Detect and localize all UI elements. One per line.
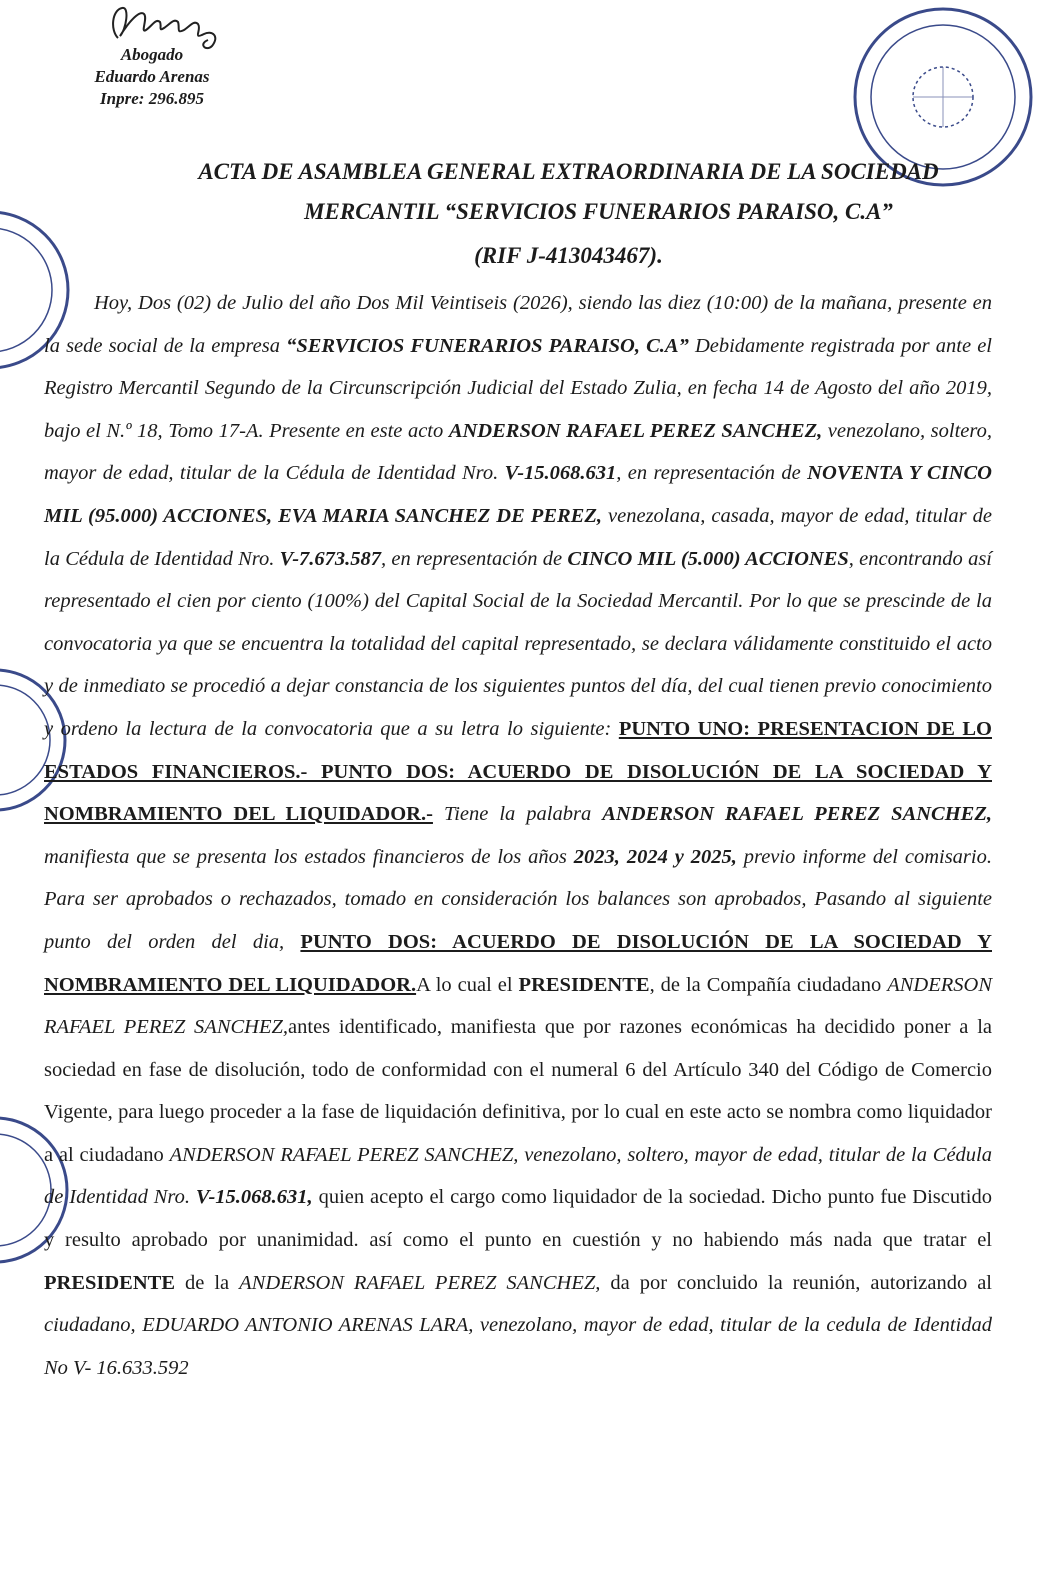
body-text-segment: Debidamente registrada por ante el Registro Mercantil Segundo de la Circunscripción Judicial del Estado Zulia, en fecha 14 de Agosto del año 2019, bajo el N.º 18, Tomo 17-A. Presente en este acto xyxy=(44,334,992,442)
body-text-segment: , en representación de xyxy=(381,547,568,570)
body-text-segment: venezolano, soltero, mayor de edad, titular de la Cédula de Identidad Nro. xyxy=(44,419,992,485)
liquidator-name: ANDERSON RAFAEL PEREZ SANCHEZ, xyxy=(169,1143,519,1166)
shareholder-name: ANDERSON RAFAEL PEREZ SANCHEZ, xyxy=(44,973,992,1039)
document-title-rif: (RIF J-413043467). xyxy=(474,243,663,268)
body-paragraph xyxy=(44,282,992,1389)
shareholder-name: ANDERSON RAFAEL PEREZ SANCHEZ, xyxy=(602,803,992,826)
body-text-segment: Hoy, Dos (02) de Julio del año Dos Mil Veintiseis (2026), siendo las diez (10:00) de la mañana, presente en la sede social de la empresa xyxy=(44,292,992,357)
body-text-segment: de la xyxy=(175,1271,240,1294)
document-title-line2: MERCANTIL “SERVICIOS FUNERARIOS PARAISO, C.A” xyxy=(304,199,893,224)
document-title-line1: ACTA DE ASAMBLEA GENERAL EXTRAORDINARIA DE LA SOCIEDAD xyxy=(198,159,939,184)
financial-years: 2023, 2024 y 2025, xyxy=(573,845,737,868)
id-number: V-15.068.631, xyxy=(195,1186,313,1209)
president-label: PRESIDENTE xyxy=(518,973,650,996)
company-name: “SERVICIOS FUNERARIOS PARAISO, C.A” xyxy=(286,334,689,357)
header-inpre: Inpre: 296.895 xyxy=(100,89,204,108)
body-text-segment: quien acepto el cargo como liquidador de la sociedad. Dicho punto fue Discutido y resulto aprobado por unanimidad. así como el punto en cuestión y no habiendo más nada que tratar el xyxy=(44,1186,992,1252)
shareholder-name: ANDERSON RAFAEL PEREZ SANCHEZ, xyxy=(239,1271,601,1294)
body-text-segment: , en representación de xyxy=(616,462,808,485)
id-number: V-15.068.631 xyxy=(504,462,617,485)
shareholder-name: ANDERSON RAFAEL PEREZ SANCHEZ, xyxy=(448,419,823,442)
shares-text: CINCO MIL (5.000) ACCIONES xyxy=(567,547,849,570)
body-text-segment: , encontrando así representado el cien por ciento (100%) del Capital Social de la Sociedad Mercantil. Por lo que se prescinde de la convocatoria ya que se encuentra la totalidad del capital representado, se declara válidamente constituido el acto y de inmediato se procedió a dejar constancia de los siguientes puntos del día, del cual tienen previo conocimiento y ordeno la lectura de la convocatoria que a su letra lo siguiente: xyxy=(44,547,992,740)
document-body xyxy=(44,282,992,1389)
body-text-segment: da por concluido la reunión, autorizando al xyxy=(600,1271,992,1294)
agenda-point-two: PUNTO DOS: ACUERDO DE DISOLUCIÓN DE LA SOCIEDAD Y NOMBRAMIENTO DEL LIQUIDADOR. xyxy=(44,930,992,996)
body-text-segment: antes identificado, manifiesta que por razones económicas ha decidido poner a la sociedad en fase de disolución, todo de conformidad con el numeral 6 del Artículo 340 del Código de Comercio Vigente, para luego proceder a la fase de liquidación definitiva, por lo cual en este acto se nombra como liquidador a al ciudadano xyxy=(44,1016,992,1166)
body-text-segment: venezolano, mayor de edad, titular de la cedula de Identidad No V- 16.633.592 xyxy=(44,1314,993,1379)
header-title: Abogado xyxy=(120,45,184,64)
body-text-segment: ciudadano, xyxy=(44,1314,143,1337)
body-text-segment: manifiesta que se presenta los estados financieros de los años xyxy=(44,845,574,868)
body-text-segment: venezolano, soltero, mayor de edad, titular de la Cédula de Identidad Nro. xyxy=(44,1143,992,1209)
body-text-segment: previo informe del comisario. Para ser aprobados o rechazados, tomado en consideración los balances son aprobados, Pasando al siguiente punto del orden del dia, xyxy=(44,845,992,953)
body-text-segment: A lo cual el xyxy=(416,973,519,996)
body-text-segment: venezolana, casada, mayor de edad, titular de la Cédula de Identidad Nro. xyxy=(44,504,992,570)
lawyer-header xyxy=(62,10,242,110)
id-number: V-7.673.587 xyxy=(279,547,382,570)
body-text-segment: , de la Compañía ciudadano xyxy=(649,973,888,996)
header-name: Eduardo Arenas xyxy=(94,67,210,86)
authorized-name: EDUARDO ANTONIO ARENAS LARA, xyxy=(142,1314,474,1337)
shares-text: NOVENTA Y CINCO MIL (95.000) ACCIONES, EVA MARIA SANCHEZ DE PEREZ, xyxy=(44,462,992,527)
president-label: PRESIDENTE xyxy=(44,1271,176,1294)
body-text-segment: Tiene la palabra xyxy=(432,803,603,826)
agenda-points: PUNTO UNO: PRESENTACION DE LO ESTADOS FINANCIEROS.- PUNTO DOS: ACUERDO DE DISOLUCIÓN DE LA SOCIEDAD Y NOMBRAMIENTO DEL LIQUIDADOR.- xyxy=(44,717,992,826)
